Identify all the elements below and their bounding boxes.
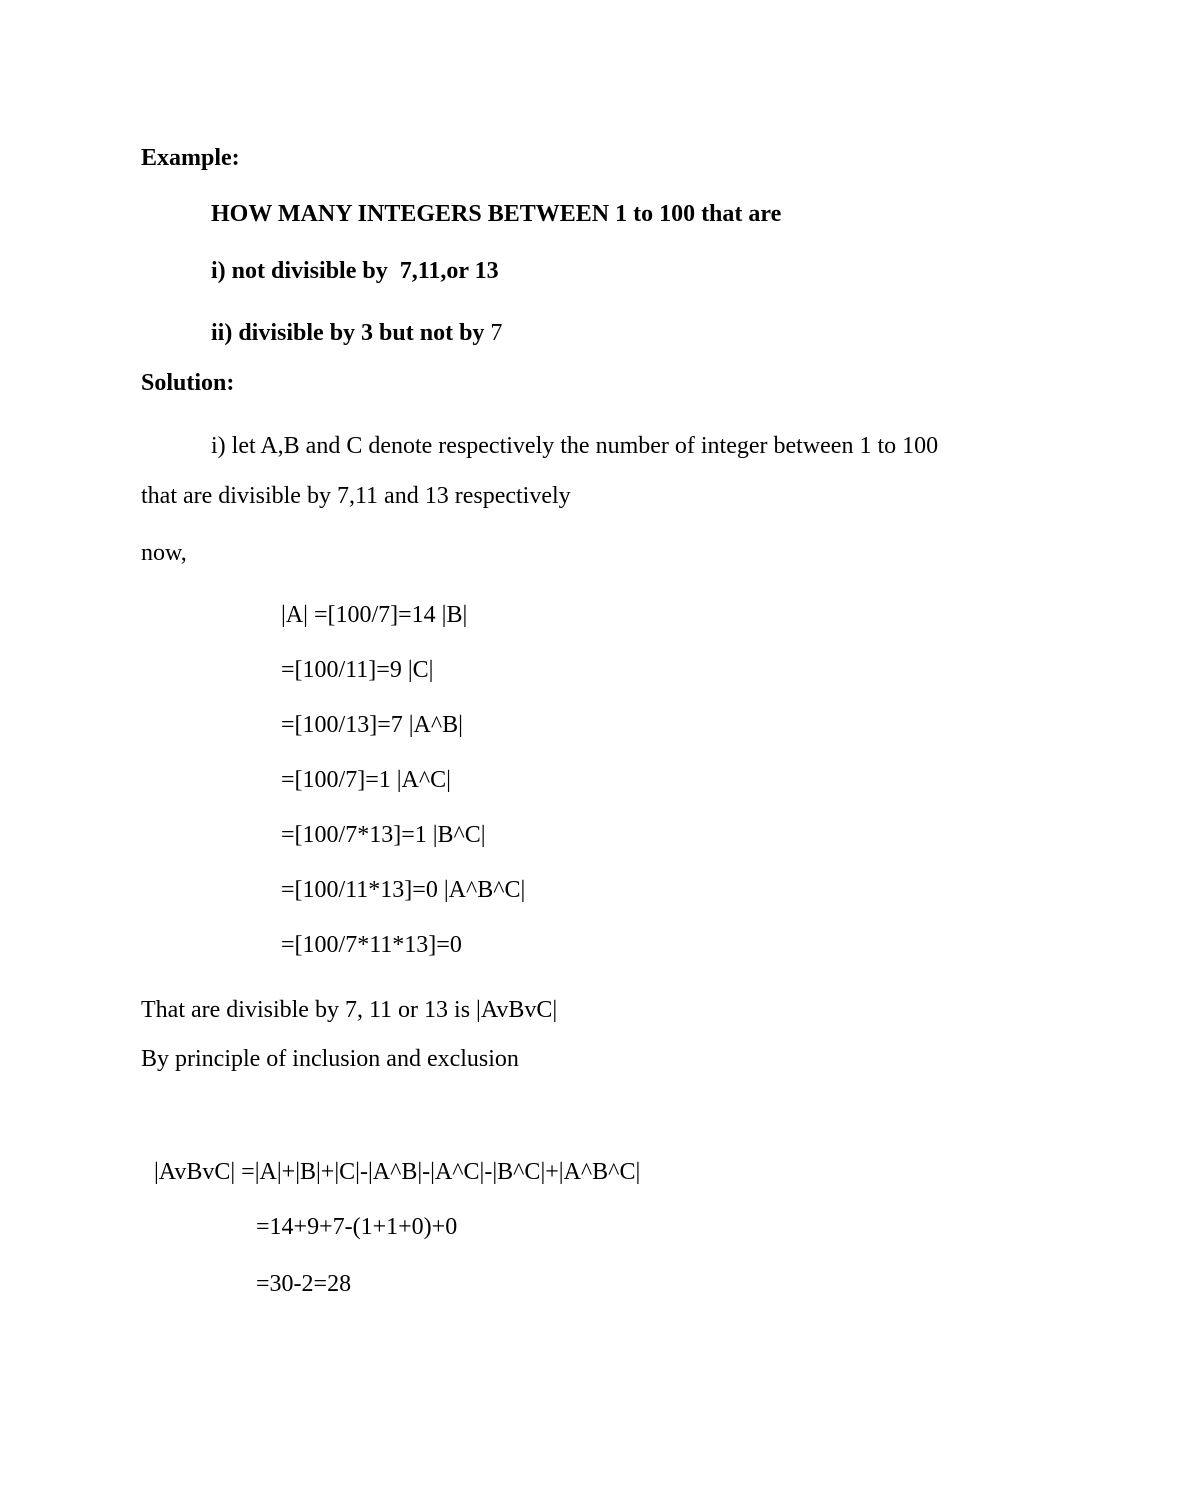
statement-line-2: By principle of inclusion and exclusion	[141, 1046, 519, 1072]
calc-line-1: |A| =[100/7]=14 |B|	[281, 602, 468, 628]
question-part-ii-bold: ii) divisible by 3 but not by	[211, 320, 485, 346]
formula-line-3: =30-2=28	[256, 1271, 352, 1297]
question-stem: HOW MANY INTEGERS BETWEEN 1 to 100 that are	[211, 201, 782, 227]
calc-line-6: =[100/11*13]=0 |A^B^C|	[281, 877, 526, 903]
formula-line-1: |AvBvC| =|A|+|B|+|C|-|A^B|-|A^C|-|B^C|+|A^B^C|	[154, 1159, 641, 1185]
calc-line-5: =[100/7*13]=1 |B^C|	[281, 822, 486, 848]
solution-heading: Solution:	[141, 370, 235, 396]
question-part-ii-tail: 7	[484, 320, 503, 346]
calc-line-2: =[100/11]=9 |C|	[281, 657, 434, 683]
question-part-i: i) not divisible by 7,11,or 13	[211, 258, 499, 284]
solution-intro-line-2: that are divisible by 7,11 and 13 respectively	[141, 483, 571, 509]
calc-line-4: =[100/7]=1 |A^C|	[281, 767, 451, 793]
calc-line-3: =[100/13]=7 |A^B|	[281, 712, 463, 738]
statement-line-1: That are divisible by 7, 11 or 13 is |AvBvC|	[141, 997, 558, 1023]
solution-intro-line-1: i) let A,B and C denote respectively the number of integer between 1 to 100	[211, 433, 939, 459]
calc-line-7: =[100/7*11*13]=0	[281, 932, 462, 958]
question-part-ii	[211, 318, 502, 348]
solution-intro-line-3: now,	[141, 540, 187, 566]
formula-line-2: =14+9+7-(1+1+0)+0	[256, 1214, 458, 1240]
example-heading: Example:	[141, 145, 240, 171]
